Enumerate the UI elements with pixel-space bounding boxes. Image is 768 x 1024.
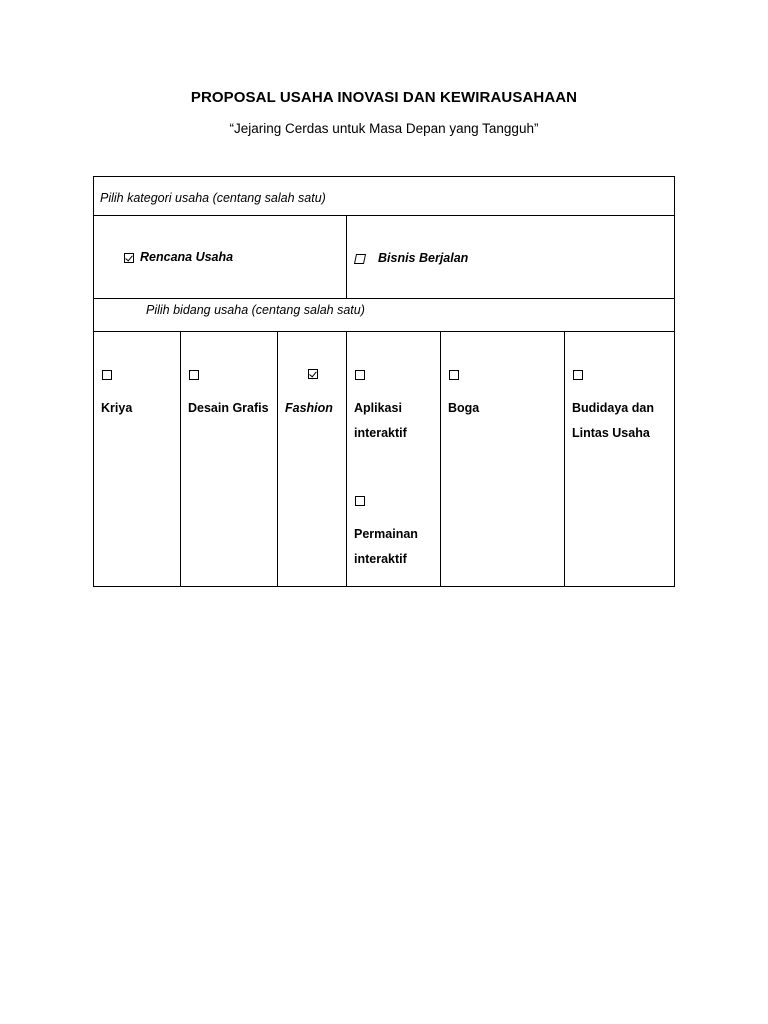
proposal-form-table bbox=[93, 176, 675, 587]
column-divider bbox=[277, 331, 278, 587]
checkbox-fashion[interactable] bbox=[308, 369, 318, 379]
column-divider bbox=[180, 331, 181, 587]
checkbox-desain-grafis[interactable] bbox=[189, 370, 199, 380]
column-divider bbox=[346, 331, 347, 587]
checkbox-bisnis-berjalan[interactable] bbox=[354, 254, 366, 264]
option-label-rencana-usaha: Rencana Usaha bbox=[140, 250, 234, 264]
field-prompt: Pilih bidang usaha (centang salah satu) bbox=[146, 303, 365, 317]
page-title: PROPOSAL USAHA INOVASI DAN KEWIRAUSAHAAN bbox=[190, 89, 578, 106]
option-label-aplikasi-interaktif: Aplikasi interaktif bbox=[354, 401, 407, 440]
checkbox-permainan-interaktif[interactable] bbox=[355, 496, 365, 506]
page-subtitle: “Jejaring Cerdas untuk Masa Depan yang Tangguh” bbox=[229, 121, 539, 136]
checkbox-boga[interactable] bbox=[449, 370, 459, 380]
option-label-desain-grafis: Desain Grafis bbox=[188, 401, 269, 415]
option-label-fashion: Fashion bbox=[285, 401, 333, 415]
column-divider bbox=[564, 331, 565, 587]
option-label-budidaya-lintas-usaha: Budidaya dan Lintas Usaha bbox=[572, 401, 654, 440]
option-label-kriya: Kriya bbox=[101, 401, 133, 415]
option-label-boga: Boga bbox=[448, 401, 480, 415]
checkbox-rencana-usaha[interactable] bbox=[124, 253, 134, 263]
category-prompt: Pilih kategori usaha (centang salah satu) bbox=[100, 191, 326, 205]
option-label-permainan-interaktif: Permainan interaktif bbox=[354, 527, 418, 566]
column-divider bbox=[346, 215, 347, 298]
row-divider bbox=[94, 215, 674, 216]
checkbox-kriya[interactable] bbox=[102, 370, 112, 380]
row-divider bbox=[94, 298, 674, 299]
checkbox-aplikasi-interaktif[interactable] bbox=[355, 370, 365, 380]
column-divider bbox=[440, 331, 441, 587]
row-divider bbox=[94, 331, 674, 332]
option-label-bisnis-berjalan: Bisnis Berjalan bbox=[378, 251, 469, 265]
checkbox-budidaya-lintas-usaha[interactable] bbox=[573, 370, 583, 380]
